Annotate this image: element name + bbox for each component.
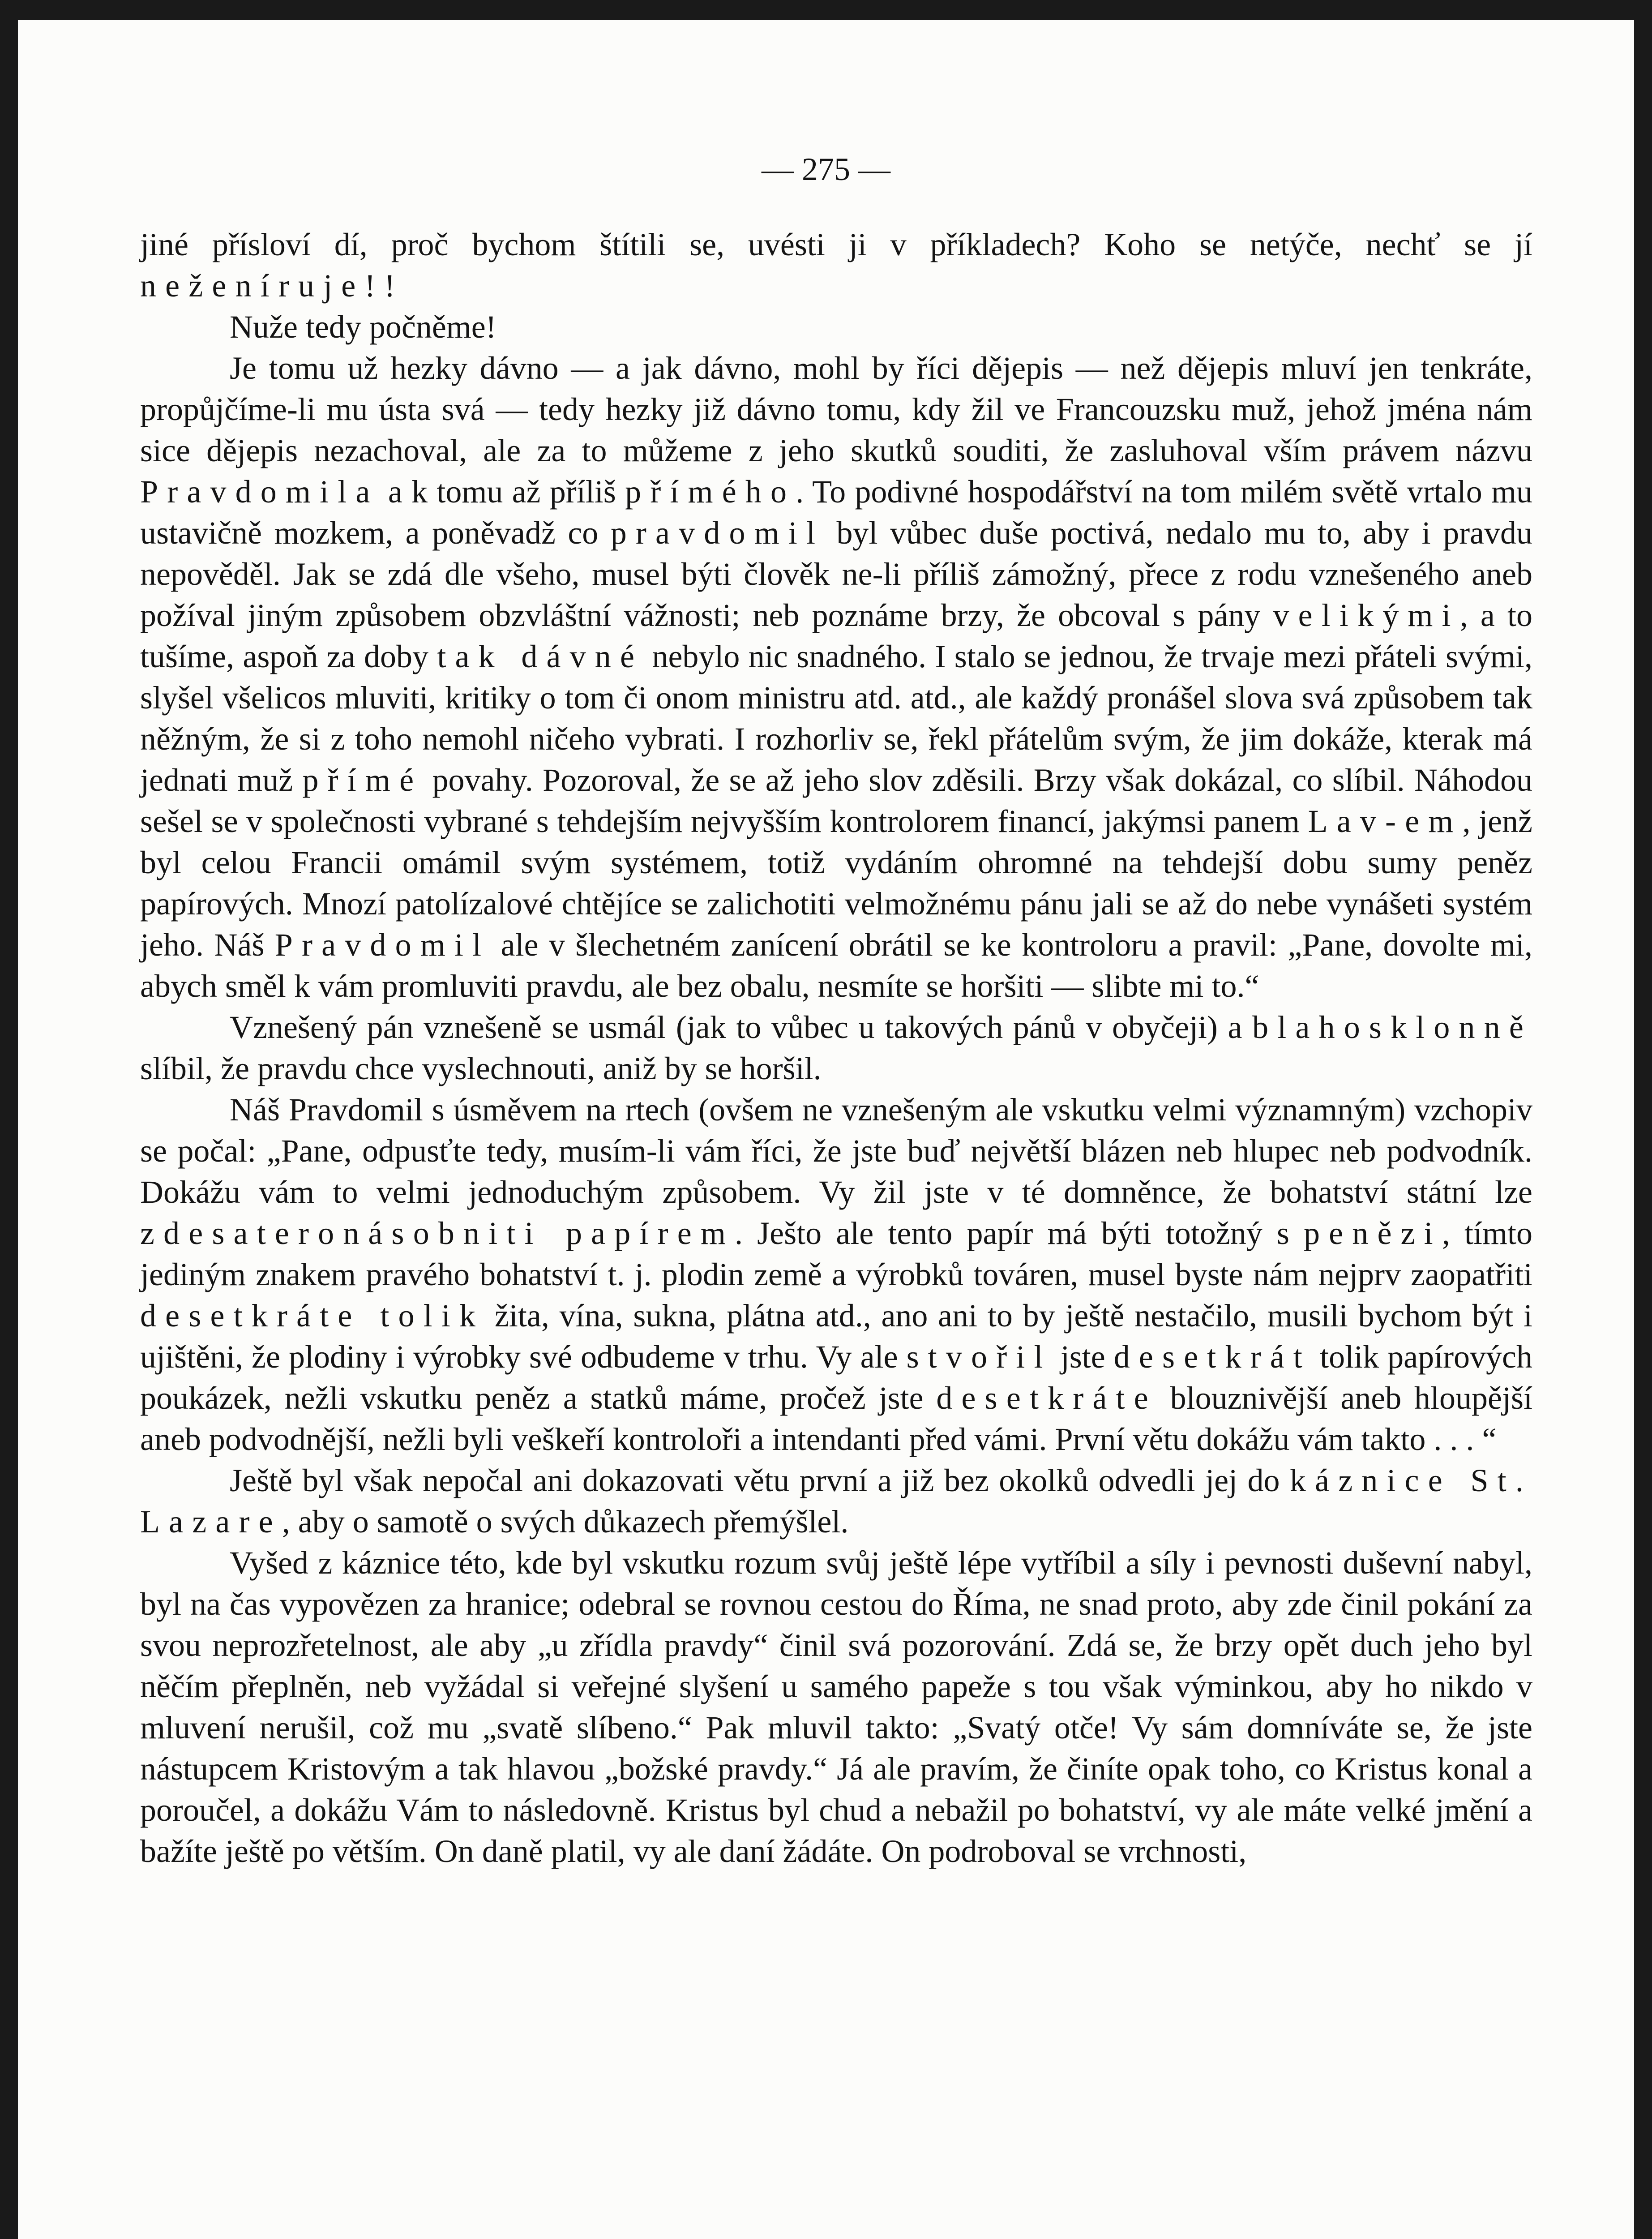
- body-text: [140, 224, 1532, 1872]
- spaced-emphasis: velikými: [1273, 597, 1460, 633]
- text-run: nebylo nic snadného. I stalo se jednou, že trvaje mezi přáteli svými, slyšel všelicos mluviti, kritiky o tom či onom ministru atd. atd., ale každý pronášel slova svá způsobem tak něžným, že si z toho nemohl ničeho vybrati. I rozhorliv se, řekl přátelům svým, že jim dokáže, kterak má jednati muž: [140, 639, 1533, 798]
- text-run: Náš Pravdomil s úsměvem na rtech (ovšem ne vznešeným ale vskutku velmi významným) vzchopiv se počal: „Pane, odpusťte tedy, musím-li vám říci, že jste buď největší blázen neb hlupec neb podvodník. Dokážu vám to velmi jednoduchým způsobem. Vy žil jste v té domněnce, že bohatství státní lze: [140, 1092, 1532, 1210]
- spaced-emphasis: pravdomil: [610, 515, 825, 551]
- spaced-emphasis: penězi: [1304, 1215, 1442, 1251]
- paragraph-6: [140, 1460, 1532, 1542]
- paragraph-4: [140, 1007, 1532, 1089]
- spaced-emphasis: Lav-em: [1308, 803, 1463, 839]
- paragraph-7: [140, 1542, 1532, 1872]
- text-run: Ještě byl však nepočal ani dokazovati větu první a již bez okolků odvedli jej do: [230, 1463, 1290, 1498]
- text-run: jste: [1052, 1339, 1114, 1375]
- text-run: , tímto jediným znakem pravého bohatství t. j. plodin země a výrobků továren, musel byste nám nejprv zaopatřiti: [140, 1215, 1533, 1292]
- spaced-emphasis: desetkráte tolik: [140, 1298, 485, 1334]
- spaced-emphasis: přímé: [302, 762, 423, 798]
- text-run: . Ješto ale tento papír má býti totožný s: [735, 1215, 1304, 1251]
- spaced-emphasis: Pravdomila: [140, 474, 379, 510]
- spaced-emphasis: stvořil: [906, 1339, 1052, 1375]
- text-run: Nuže tedy počněme!: [230, 309, 496, 345]
- text-run: povahy. Pozoroval, že se až jeho slov zděsili. Brzy však dokázal, co slíbil. Náhodou sešel se v společnosti vybrané s tehdejším nejvyšším kontrolorem financí, jakýmsi panem: [140, 762, 1532, 839]
- spaced-emphasis: tak dávné: [437, 639, 644, 674]
- spaced-emphasis: desetkráte: [936, 1380, 1157, 1416]
- text-run: , jenž byl celou Francii omámil svým systémem, totiž vydáním ohromné na tehdejší dobu sumy peněz papírových. Mnozí patolízalové chtějíce se zalichotiti velmožnému pánu jali se až do nebe vynášeti systém jeho. Náš: [140, 803, 1532, 963]
- book-page: [18, 20, 1634, 2239]
- text-run: , aby o samotě o svých důkazech přemýšlel.: [282, 1504, 849, 1540]
- spaced-emphasis: zdesateronásobniti papírem: [140, 1215, 735, 1251]
- text-run: byl vůbec duše poctivá, nedalo mu to, aby i pravdu nepověděl. Jak se zdá dle všeho, musel býti člověk ne-li příliš zámožný, přece z rodu vznešeného aneb požíval jiným způsobem obzvláštní vážnosti; neb poznáme brzy, že obcoval s pány: [140, 515, 1533, 633]
- paragraph-5: [140, 1089, 1532, 1460]
- text-run: žita, vína, sukna, plátna atd., ano ani to by ještě nestačilo, musili bychom být i ujištěni, že plodiny i výrobky své odbudeme v trhu. Vy ale: [140, 1298, 1533, 1375]
- spaced-emphasis: neženíruje!!: [140, 268, 404, 304]
- page-number: — 275 —: [762, 151, 890, 187]
- text-run: Vznešený pán vznešeně se usmál (jak to vůbec u takových pánů v obyčeji) a: [230, 1009, 1253, 1045]
- spaced-emphasis: káznice St. Lazare: [140, 1463, 1532, 1540]
- text-run: jiné přísloví dí, proč bychom štítili se, uvésti ji v příkladech? Koho se netýče, nechť se jí: [140, 227, 1532, 262]
- text-run: tolik papírových poukázek, nežli vskutku peněz a statků máme, pročež jste: [140, 1339, 1532, 1416]
- text-run: , a to tušíme, aspoň za doby: [140, 597, 1532, 674]
- paragraph-2: [140, 306, 1532, 347]
- text-run: blouznivější aneb hloupější aneb podvodnější, nežli byli veškeří kontroloři a intendanti před vámi. První větu dokážu vám takto . . . “: [140, 1380, 1532, 1457]
- text-run: Vyšed z káznice této, kde byl vskutku rozum svůj ještě lépe vytříbil a síly i pevnosti duševní nabyl, byl na čas vypovězen za hranice; odebral se rovnou cestou do Říma, ne snad proto, aby zde činil pokání za svou neprozřetelnost, ale aby „u zřídla pravdy“ činil svá pozorování. Zdá se, že brzy opět duch jeho byl něčím přeplněn, neb vyžádal si veřejné slyšení u samého papeže s tou však výminkou, aby ho nikdo v mluvení nerušil, což mu „svatě slíbeno.“ Pak mluvil takto: „Svatý otče! Vy sám domníváte se, že jste nástupcem Kristovým a tak hlavou „božské pravdy.“ Já ale pravím, že činíte opak toho, co Kristus konal a poroučel, a dokážu Vám to následovně. Kristus byl chud a nebažil po bohatství, vy ale máte velké jmění a bažíte ještě po větším. On daně platil, vy ale daní žádáte. On podroboval se vrchnosti,: [140, 1545, 1532, 1869]
- spaced-emphasis: desetkrát: [1113, 1339, 1312, 1375]
- text-run: . To podivné hospodářství na tom milém světě vrtalo mu ustavičně mozkem, a poněvadž co: [140, 474, 1533, 551]
- paragraph-1: [140, 224, 1532, 306]
- text-run: slíbil, že pravdu chce vyslechnouti, aniž by se horšil.: [140, 1051, 822, 1086]
- spaced-emphasis: Pravdomil: [274, 927, 491, 963]
- text-run: ale v šlechetném zanícení obrátil se ke kontroloru a pravil: „Pane, dovolte mi, abych směl k vám promluviti pravdu, ale bez obalu, nesmíte se horšiti — slibte mi to.“: [140, 927, 1533, 1004]
- spaced-emphasis: blahosklonně: [1252, 1009, 1532, 1045]
- text-run: a k tomu až příliš: [379, 474, 625, 510]
- spaced-emphasis: přímého: [625, 474, 796, 510]
- text-run: Je tomu už hezky dávno — a jak dávno, mohl by říci dějepis — než dějepis mluví jen tenkráte, propůjčíme-li mu ústa svá — tedy hezky již dávno tomu, kdy žil ve Francouzsku muž, jehož jména nám sice dějepis nezachoval, ale za to můžeme z jeho skutků souditi, že zasluhoval vším právem názvu: [140, 350, 1532, 468]
- paragraph-3: [140, 347, 1532, 1007]
